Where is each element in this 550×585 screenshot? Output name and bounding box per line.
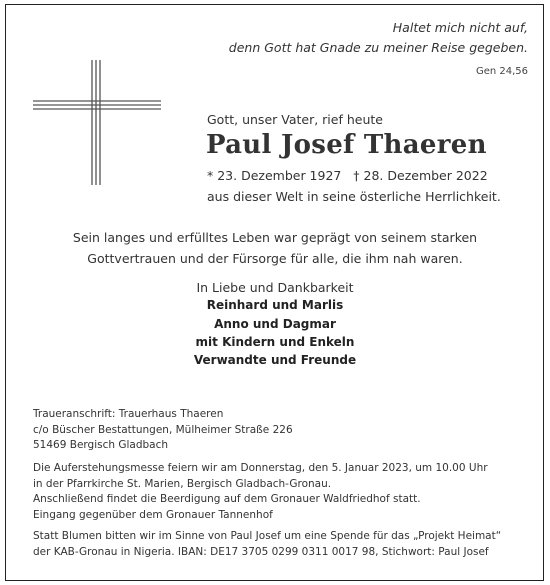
- service-line-1: Die Auferstehungsmesse feiern wir am Donnerstag, den 5. Januar 2023, um 10.00 Uhr: [33, 462, 488, 474]
- donation-line-1: Statt Blumen bitten wir im Sinne von Paul Josef um eine Spende für das „Projekt Heimat“: [33, 530, 502, 542]
- life-dates: [207, 168, 488, 183]
- death-date: † 28. Dezember 2022: [353, 168, 488, 183]
- family-intro: In Liebe und Dankbarkeit: [196, 280, 354, 295]
- address-block: [33, 407, 293, 454]
- life-line-2: Gottvertrauen und der Fürsorge für alle, die ihm nah waren.: [87, 251, 463, 266]
- deceased-name: Paul Josef Thaeren: [206, 130, 487, 160]
- donation-block: [33, 529, 501, 560]
- family-name-2: Anno und Dagmar: [214, 317, 336, 331]
- outro-text: aus dieser Welt in seine österliche Herrlichkeit.: [207, 189, 501, 204]
- intro-text: Gott, unser Vater, rief heute: [207, 112, 383, 127]
- bible-reference: Gen 24,56: [475, 66, 528, 77]
- address-line-2: c/o Büscher Bestattungen, Mülheimer Straße 226: [33, 423, 293, 436]
- life-tribute: [0, 227, 550, 269]
- motto-line-1: Haltet mich nicht auf,: [392, 20, 528, 35]
- cross-icon: [33, 60, 161, 185]
- donation-line-2: der KAB-Gronau in Nigeria. IBAN: DE17 3705 0299 0311 0017 98, Stichwort: Paul Josef: [33, 545, 489, 558]
- address-line-1: Traueranschrift: Trauerhaus Thaeren: [33, 408, 224, 420]
- motto-line-2: denn Gott hat Gnade zu meiner Reise gegeben.: [228, 40, 528, 55]
- family-name-4: Verwandte und Freunde: [193, 353, 357, 367]
- service-line-2: in der Pfarrkirche St. Marien, Bergisch Gladbach-Gronau.: [33, 477, 332, 490]
- address-line-3: 51469 Bergisch Gladbach: [33, 439, 169, 451]
- service-block: [33, 461, 488, 523]
- life-line-1: Sein langes und erfülltes Leben war geprägt von seinem starken: [72, 230, 478, 245]
- family-name-3: mit Kindern und Enkeln: [195, 335, 355, 349]
- birth-date: * 23. Dezember 1927: [207, 168, 342, 183]
- family-name-1: Reinhard und Marlis: [206, 298, 344, 312]
- service-line-3: Anschließend findet die Beerdigung auf dem Gronauer Waldfriedhof statt.: [33, 493, 421, 505]
- service-line-4: Eingang gegenüber dem Gronauer Tannenhof: [33, 508, 273, 521]
